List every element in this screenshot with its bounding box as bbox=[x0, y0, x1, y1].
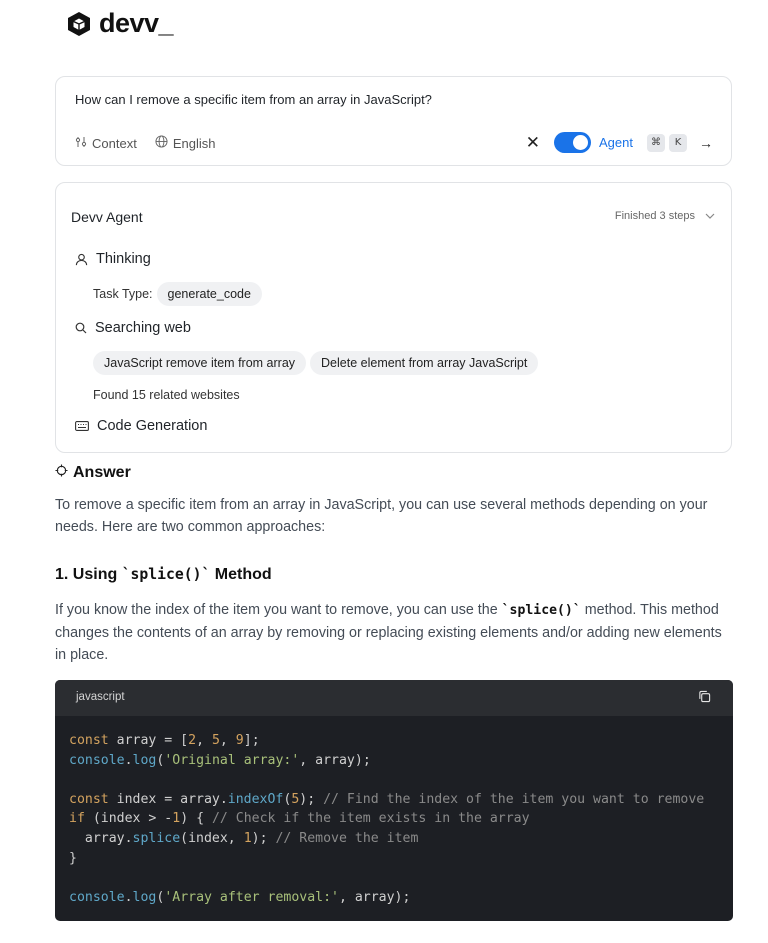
agent-status-toggle[interactable] bbox=[615, 210, 715, 222]
paragraph-part1: If you know the index of the item you want to remove, you can use the bbox=[55, 602, 502, 618]
code-line: console.log('Array after removal:', array); bbox=[69, 889, 411, 905]
step-thinking bbox=[75, 251, 151, 267]
found-websites-text: Found 15 related websites bbox=[93, 388, 240, 402]
brand-name: devv_ bbox=[99, 8, 174, 38]
context-label: Context bbox=[92, 135, 137, 151]
answer-intro: To remove a specific item from an array in JavaScript, you can use several methods depending on your needs. Here are two common approaches: bbox=[55, 497, 708, 535]
answer-heading-text: Answer bbox=[73, 464, 131, 481]
code-language: javascript bbox=[76, 691, 125, 703]
chevron-down-icon bbox=[705, 210, 715, 222]
code-line: console.log('Original array:', array); bbox=[69, 752, 371, 768]
step-label: Thinking bbox=[96, 251, 151, 267]
submit-arrow-icon[interactable]: → bbox=[699, 134, 713, 151]
agent-toggle[interactable] bbox=[554, 132, 591, 153]
code-line: const index = array.indexOf(5); // Find the index of the item you want to remove bbox=[69, 791, 705, 807]
search-icon bbox=[75, 322, 87, 334]
language-label: English bbox=[172, 135, 216, 151]
code-line: const array = [2, 5, 9]; bbox=[69, 733, 260, 748]
search-queries-row bbox=[93, 351, 538, 375]
section-heading-prefix: 1. Using bbox=[55, 566, 122, 583]
shortcut-key-k: K bbox=[669, 134, 687, 152]
section-heading bbox=[55, 566, 272, 584]
crosshair-icon bbox=[55, 464, 68, 482]
code-content[interactable] bbox=[69, 731, 704, 907]
step-searching bbox=[75, 320, 191, 336]
step-label: Searching web bbox=[95, 320, 191, 336]
clear-icon[interactable]: ✕ bbox=[525, 133, 541, 152]
globe-icon bbox=[155, 135, 168, 151]
agent-status-text: Finished 3 steps bbox=[614, 210, 695, 222]
copy-icon[interactable] bbox=[698, 690, 711, 708]
found-websites[interactable] bbox=[93, 388, 240, 402]
agent-panel bbox=[55, 182, 732, 453]
code-header bbox=[55, 680, 733, 716]
task-type-chip[interactable]: generate_code bbox=[157, 282, 262, 306]
task-type-label: Task Type: bbox=[93, 287, 153, 301]
paragraph-part2: method. This method changes the contents of an array by removing or replacing existing elements and/or adding new elements in place. bbox=[55, 602, 722, 663]
person-icon bbox=[75, 253, 88, 266]
search-query-chip[interactable]: Delete element from array JavaScript bbox=[310, 351, 538, 375]
section-heading-code: `splice()` bbox=[121, 566, 211, 583]
code-line: array.splice(index, 1); // Remove the item bbox=[69, 830, 419, 846]
shortcut-key-cmd: ⌘ bbox=[647, 134, 665, 152]
answer-heading bbox=[55, 464, 131, 482]
agent-title: Devv Agent bbox=[71, 209, 143, 225]
section-heading-suffix: Method bbox=[210, 566, 272, 583]
sliders-icon bbox=[75, 136, 87, 151]
agent-label: Agent bbox=[599, 135, 633, 150]
language-button[interactable] bbox=[155, 135, 216, 151]
cube-logo-icon bbox=[65, 10, 93, 38]
search-query-text[interactable]: How can I remove a specific item from an array in JavaScript? bbox=[75, 92, 432, 107]
search-box[interactable] bbox=[55, 76, 732, 166]
code-line: if (index > -1) { // Check if the item exists in the array bbox=[69, 811, 530, 827]
toggle-knob bbox=[573, 135, 588, 150]
context-button[interactable] bbox=[75, 136, 137, 151]
code-block bbox=[55, 680, 733, 921]
task-type-row bbox=[93, 282, 262, 306]
paragraph-code: `splice()` bbox=[501, 603, 581, 618]
brand-logo[interactable] bbox=[65, 8, 173, 39]
code-line: } bbox=[69, 850, 77, 866]
search-query-chip[interactable]: JavaScript remove item from array bbox=[93, 351, 306, 375]
section-paragraph bbox=[55, 599, 735, 666]
keyboard-icon bbox=[75, 421, 89, 431]
step-label: Code Generation bbox=[97, 418, 208, 434]
step-code-generation bbox=[75, 418, 207, 434]
